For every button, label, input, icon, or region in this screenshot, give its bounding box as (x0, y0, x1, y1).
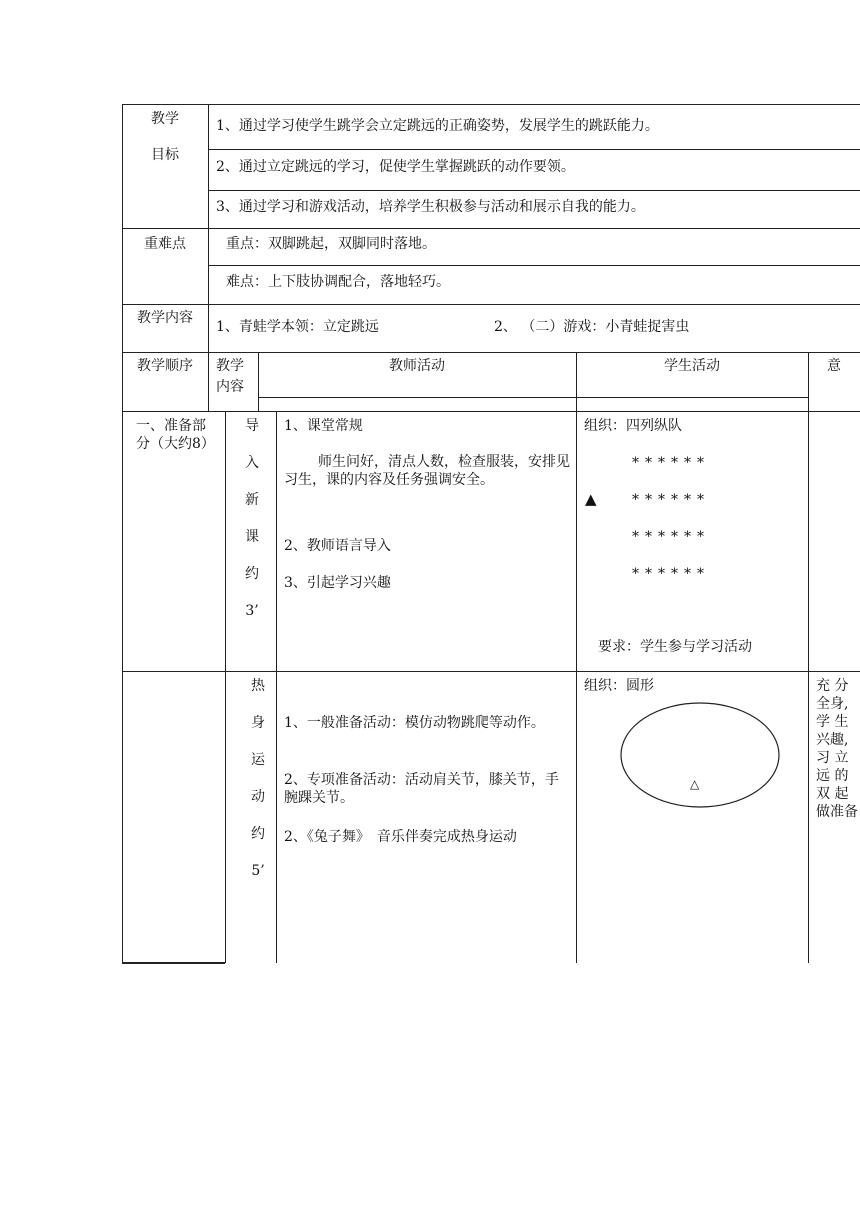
goal-item-1: 1、通过学习使学生跳学会立定跳远的正确姿势，发展学生的跳跃能力。 (216, 118, 659, 134)
content-label: 教学内容 (137, 310, 193, 326)
rule-section2-bottom (122, 962, 225, 964)
section1-content-char: 3’ (245, 603, 259, 619)
header-order: 教学顺序 (137, 358, 193, 374)
intent-line: 兴趣, (816, 732, 849, 748)
rule-top (122, 104, 860, 105)
rule-goal-1 (208, 149, 860, 150)
section2-teacher-item1: 1、一般准备活动：模仿动物跳爬等动作。 (284, 715, 545, 731)
rule-student-col (808, 352, 809, 963)
header-content-line1: 教学 (216, 358, 244, 374)
formation-row: ****** (632, 529, 710, 545)
section2-content-char: 运 (251, 752, 265, 768)
section1-content-char: 约 (245, 566, 259, 582)
section2-content-char: 5’ (251, 863, 265, 879)
rule-left (122, 104, 123, 963)
intent-line: 双 起 (816, 786, 849, 802)
rule-order-col (225, 411, 226, 963)
rule-order-col-header (208, 352, 209, 411)
rule-section1-bottom (122, 671, 860, 672)
difficulty-label: 重难点 (144, 236, 186, 252)
section1-teacher-item3: 3、引起学习兴趣 (284, 575, 391, 591)
intent-line: 习 立 (816, 750, 849, 766)
rule-teacher-col (576, 352, 577, 963)
formation-row: ****** (632, 455, 710, 471)
section2-content-char: 热 (251, 678, 265, 694)
section1-teacher-detail: 师生问好，清点人数，检查服装，安排见习生，课的内容及任务强调安全。 (284, 454, 570, 488)
section2-teacher-item3: 2、《兔子舞》 音乐伴奏完成热身运动 (284, 829, 517, 845)
content-item-2: 2、 （二）游戏：小青蛙捉害虫 (494, 319, 690, 335)
header-teacher: 教师活动 (389, 358, 445, 374)
rule-goals-bottom (122, 228, 860, 229)
section1-content-char: 入 (245, 455, 259, 471)
formation-row: ****** (632, 492, 710, 508)
rule-content-col (276, 411, 277, 963)
section2-content-char: 身 (251, 715, 265, 731)
header-content-line2: 内容 (216, 379, 244, 395)
rule-header-bottom (122, 411, 860, 412)
intent-line: 全身, (816, 696, 849, 712)
section1-order: 一、准备部分（大约8） (136, 418, 215, 452)
circle-formation-diagram (618, 700, 782, 810)
intent-line: 充 分 (816, 678, 849, 694)
goals-label-line1: 教学 (151, 111, 179, 127)
intent-line: 学 生 (816, 714, 849, 730)
section2-teacher-item2: 2、专项准备活动：活动肩关节，膝关节，手腕踝关节。 (284, 772, 559, 806)
section1-student-requirement: 要求：学生参与学习活动 (598, 639, 752, 655)
rule-difficulty-bottom (122, 304, 860, 305)
header-student: 学生活动 (664, 358, 720, 374)
circle-formation-ellipse (621, 703, 779, 807)
section1-student-org: 组织：四列纵队 (584, 418, 682, 434)
goals-label-line2: 目标 (151, 147, 179, 163)
intent-line: 远 的 (816, 768, 849, 784)
rule-difficulty-mid (208, 265, 860, 266)
section1-content-char: 导 (245, 418, 259, 434)
goal-item-3: 3、通过学习和游戏活动，培养学生积极参与活动和展示自我的能力。 (216, 199, 645, 215)
teacher-marker-icon: ▲ (585, 490, 597, 508)
section1-teacher-item2: 2、教师语言导入 (284, 538, 391, 554)
section1-content-char: 新 (245, 492, 259, 508)
section1-teacher-item1: 1、课堂常规 (284, 418, 363, 434)
content-item-1: 1、青蛙学本领：立定跳远 (216, 319, 379, 335)
rule-goal-2 (208, 190, 860, 191)
section1-content-char: 课 (245, 529, 259, 545)
section2-student-org: 组织：圆形 (584, 678, 654, 694)
intent-line: 做准备 (816, 804, 858, 820)
rule-header-inner (258, 397, 808, 398)
rule-label-col (208, 104, 209, 352)
rule-content-bottom (122, 352, 860, 353)
section2-content-char: 动 (251, 789, 265, 805)
teacher-position-icon: △ (690, 777, 700, 791)
hard-point: 难点：上下肢协调配合，落地轻巧。 (226, 274, 450, 290)
header-intent: 意 (827, 358, 841, 374)
key-point: 重点：双脚跳起，双脚同时落地。 (226, 236, 436, 252)
goal-item-2: 2、通过立定跳远的学习，促使学生掌握跳跃的动作要领。 (216, 159, 575, 175)
formation-row: ****** (632, 566, 710, 582)
section2-content-char: 约 (251, 826, 265, 842)
